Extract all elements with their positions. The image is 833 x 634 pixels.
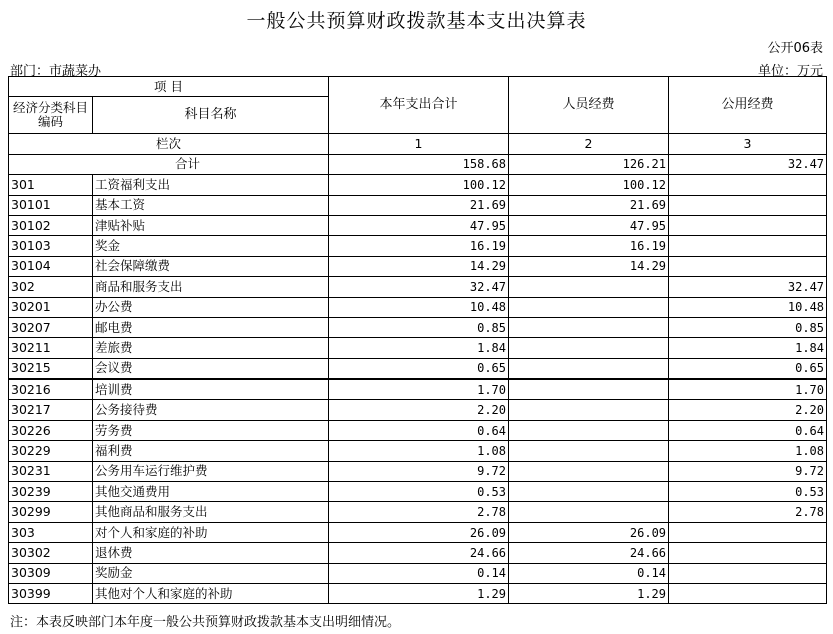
unit-label: 单位：万元 (757, 64, 823, 79)
row-public: 2.20 (669, 400, 827, 420)
row-personnel (509, 420, 669, 440)
row-total: 0.53 (329, 482, 509, 502)
table-row (9, 583, 827, 603)
table-row (9, 563, 827, 583)
row-total: 24.66 (329, 543, 509, 563)
table-row (9, 256, 827, 276)
row-name: 其他商品和服务支出 (93, 502, 329, 522)
row-total: 0.14 (329, 563, 509, 583)
row-total: 0.64 (329, 420, 509, 440)
row-name: 办公费 (93, 297, 329, 317)
row-name: 工资福利支出 (93, 175, 329, 195)
row-personnel: 14.29 (509, 256, 669, 276)
row-personnel: 24.66 (509, 543, 669, 563)
header-econ-code: 经济分类科目编码 (9, 97, 93, 134)
row-personnel: 47.95 (509, 215, 669, 235)
row-personnel (509, 400, 669, 420)
row-name: 培训费 (93, 379, 329, 400)
table-row (9, 358, 827, 379)
row-name: 差旅费 (93, 338, 329, 358)
row-name: 公务接待费 (93, 400, 329, 420)
table-row (9, 461, 827, 481)
table-row (9, 502, 827, 522)
table-row (9, 317, 827, 337)
row-public: 0.65 (669, 358, 827, 379)
row-total: 26.09 (329, 522, 509, 542)
row-total: 1.08 (329, 441, 509, 461)
header-subject-name: 科目名称 (93, 97, 329, 134)
row-public (669, 175, 827, 195)
row-code: 30226 (9, 420, 93, 440)
row-personnel (509, 277, 669, 297)
row-total: 21.69 (329, 195, 509, 215)
row-total: 16.19 (329, 236, 509, 256)
total-public: 32.47 (669, 154, 827, 174)
row-personnel (509, 482, 669, 502)
table-row (9, 543, 827, 563)
row-name: 奖金 (93, 236, 329, 256)
row-name: 对个人和家庭的补助 (93, 522, 329, 542)
row-total: 100.12 (329, 175, 509, 195)
row-public (669, 583, 827, 603)
budget-table (8, 76, 827, 604)
row-code: 30211 (9, 338, 93, 358)
row-code: 30399 (9, 583, 93, 603)
row-name: 基本工资 (93, 195, 329, 215)
row-public: 0.53 (669, 482, 827, 502)
table-row (9, 175, 827, 195)
row-personnel: 1.29 (509, 583, 669, 603)
row-code: 30299 (9, 502, 93, 522)
row-code: 30103 (9, 236, 93, 256)
row-total: 2.78 (329, 502, 509, 522)
row-public: 1.08 (669, 441, 827, 461)
header-item: 项 目 (9, 77, 329, 97)
row-code: 30215 (9, 358, 93, 379)
row-total: 1.70 (329, 379, 509, 400)
row-personnel (509, 502, 669, 522)
row-name: 劳务费 (93, 420, 329, 440)
row-public (669, 195, 827, 215)
total-personnel: 126.21 (509, 154, 669, 174)
row-total: 1.29 (329, 583, 509, 603)
table-row (9, 195, 827, 215)
header-col-3: 3 (669, 134, 827, 154)
row-personnel (509, 317, 669, 337)
row-name: 奖励金 (93, 563, 329, 583)
total-row (9, 154, 827, 174)
total-total: 158.68 (329, 154, 509, 174)
row-public: 9.72 (669, 461, 827, 481)
row-public (669, 522, 827, 542)
row-personnel: 26.09 (509, 522, 669, 542)
row-name: 会议费 (93, 358, 329, 379)
row-personnel (509, 358, 669, 379)
row-code: 30102 (9, 215, 93, 235)
row-public: 1.70 (669, 379, 827, 400)
row-total: 47.95 (329, 215, 509, 235)
table-row (9, 400, 827, 420)
row-personnel: 0.14 (509, 563, 669, 583)
row-name: 其他交通费用 (93, 482, 329, 502)
row-personnel: 21.69 (509, 195, 669, 215)
row-public (669, 256, 827, 276)
row-public (669, 236, 827, 256)
row-personnel: 100.12 (509, 175, 669, 195)
row-personnel (509, 379, 669, 400)
page-title: 一般公共预算财政拨款基本支出决算表 (246, 10, 587, 32)
table-row (9, 441, 827, 461)
row-code: 30104 (9, 256, 93, 276)
row-public: 2.78 (669, 502, 827, 522)
form-number: 公开06表 (767, 41, 823, 56)
row-total: 0.65 (329, 358, 509, 379)
row-total: 10.48 (329, 297, 509, 317)
header-personnel: 人员经费 (509, 77, 669, 134)
row-code: 301 (9, 175, 93, 195)
row-name: 邮电费 (93, 317, 329, 337)
header-col-1: 1 (329, 134, 509, 154)
row-personnel (509, 461, 669, 481)
table-row (9, 215, 827, 235)
row-public: 10.48 (669, 297, 827, 317)
row-code: 30207 (9, 317, 93, 337)
row-code: 30239 (9, 482, 93, 502)
table-row (9, 338, 827, 358)
total-label: 合计 (9, 154, 329, 174)
row-total: 14.29 (329, 256, 509, 276)
row-total: 2.20 (329, 400, 509, 420)
row-code: 30309 (9, 563, 93, 583)
header-total: 本年支出合计 (329, 77, 509, 134)
row-public: 1.84 (669, 338, 827, 358)
row-public (669, 543, 827, 563)
row-name: 津贴补贴 (93, 215, 329, 235)
row-code: 30217 (9, 400, 93, 420)
row-code: 30231 (9, 461, 93, 481)
table-row (9, 522, 827, 542)
header-col-2: 2 (509, 134, 669, 154)
row-name: 商品和服务支出 (93, 277, 329, 297)
table-row (9, 379, 827, 400)
table-row (9, 297, 827, 317)
row-code: 30302 (9, 543, 93, 563)
row-public (669, 215, 827, 235)
header-public: 公用经费 (669, 77, 827, 134)
row-name: 退休费 (93, 543, 329, 563)
table-row (9, 277, 827, 297)
table-row (9, 236, 827, 256)
row-code: 303 (9, 522, 93, 542)
footnote: 注：本表反映部门本年度一般公共预算财政拨款基本支出明细情况。 (10, 615, 401, 630)
row-personnel (509, 338, 669, 358)
row-total: 0.85 (329, 317, 509, 337)
row-public: 0.64 (669, 420, 827, 440)
row-public: 0.85 (669, 317, 827, 337)
row-personnel (509, 297, 669, 317)
row-public (669, 563, 827, 583)
department-label: 部门：市蔬菜办 (10, 64, 102, 79)
row-name: 福利费 (93, 441, 329, 461)
row-name: 公务用车运行维护费 (93, 461, 329, 481)
row-public: 32.47 (669, 277, 827, 297)
row-code: 30101 (9, 195, 93, 215)
row-code: 302 (9, 277, 93, 297)
row-total: 32.47 (329, 277, 509, 297)
row-total: 9.72 (329, 461, 509, 481)
table-row (9, 482, 827, 502)
header-line-no: 栏次 (9, 134, 329, 154)
row-code: 30229 (9, 441, 93, 461)
row-code: 30201 (9, 297, 93, 317)
row-name: 其他对个人和家庭的补助 (93, 583, 329, 603)
row-personnel (509, 441, 669, 461)
row-personnel: 16.19 (509, 236, 669, 256)
row-code: 30216 (9, 379, 93, 400)
table-row (9, 420, 827, 440)
row-name: 社会保障缴费 (93, 256, 329, 276)
row-total: 1.84 (329, 338, 509, 358)
